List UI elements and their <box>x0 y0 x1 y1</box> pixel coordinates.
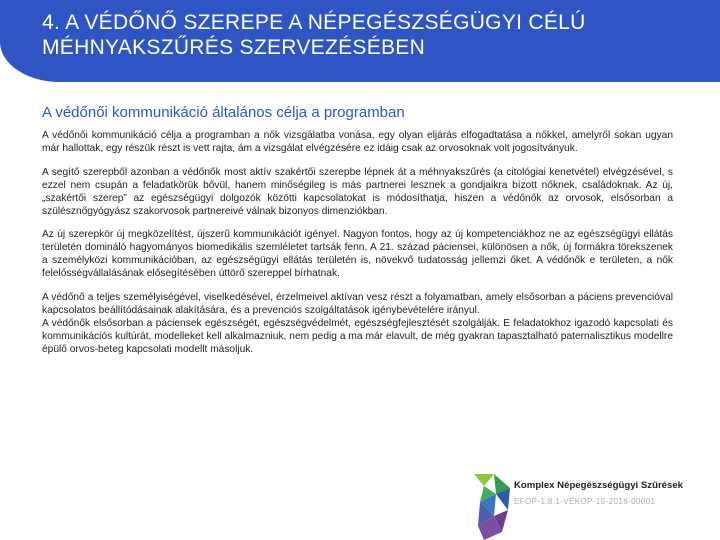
slide-title-line-1: 4. A VÉDŐNŐ SZEREPE A NÉPEGÉSZSÉGÜGYI CÉLÚ <box>42 11 586 34</box>
paragraph-3: Az új szerepkör új megközelítést, újszerű kommunikációt igényel. Nagyon fontos, hogy az új kompetenciákhoz ne az egészségügyi ellátás területén domináló hagyományos biomedikális szemléletet tartsák fenn. A 21. század páciensei, különösen a nők, új formákra törekszenek a személyközi kommunikációban, az egészségügyi ellátás területén is, növekvő tudatosság jellemzi őket. A védőnők e területen, a nők felelősségvállalásának elősegítésében úttörő szereppel bírhatnak. <box>42 229 673 280</box>
slide-title-line-2: MÉHNYAKSZŰRÉS SZERVEZÉSÉBEN <box>42 36 426 59</box>
title-banner <box>0 0 720 82</box>
paragraph-5: A védőnők elsősorban a páciensek egészségét, egészségvédelmét, egészségfejlesztését szolgálják. E feladatokhoz igazodó kapcsolati és kommunikációs kultúrát, modelleket kell alkalmazniuk, nem pedig a ma már elavult, de még gyakran tapasztalható paternalisztikus modellre épülő orvos-beteg kapcsolati modellt másoljuk. <box>42 317 673 355</box>
logo-mark-icon <box>472 470 512 540</box>
slide-title <box>42 10 700 60</box>
paragraph-4: A védőnő a teljes személyiségével, viselkedésével, érzelmeivel aktívan vesz részt a folyamatban, amely elsősorban a páciens prevencióval kapcsolatos beállítódásainak alakítására, és a prevenciós szolgáltatások igénybevételére irányul. <box>42 292 673 316</box>
paragraph-2: A segítő szerepből azonban a védőnők most aktív szakértői szerepbe lépnek át a méhnyakszűrés (a citológiai kenetvétel) elvégzésével, s ezzel nem csupán a feladatkörük bővül, hanem minőségileg is más partnerei lesznek a gondjaikra bízott nőknek, családoknak. Az új, „szakértői szerep” az egészségügyi dolgozók közötti kapcsolatokat is módosíthatja, hiszen a védőnők az orvosok, elsősorban a szülésznőgyógyász szakorvosok partnereivé válnak bizonyos dimenziókban. <box>42 166 673 217</box>
logo-project-code: EFOP-1.8.1-VEKOP-15-2016-00001 <box>514 497 656 506</box>
section-subtitle: A védőnői kommunikáció általános célja a programban <box>42 104 405 121</box>
paragraph-1: A védőnői kommunikáció célja a programban a nők vizsgálatba vonása, egy olyan eljárás elfogadtatása a nőkkel, amelyről sokan ugyan már hallottak, egy részük részt is vett rajta, ám a vizsgálat elvégzésére ez idáig csak az orvosoknak volt jogosítványuk. <box>42 130 673 154</box>
program-logo <box>472 470 720 540</box>
logo-title: Komplex Népegészségügyi Szűrések <box>514 480 684 491</box>
body-text <box>42 130 673 368</box>
